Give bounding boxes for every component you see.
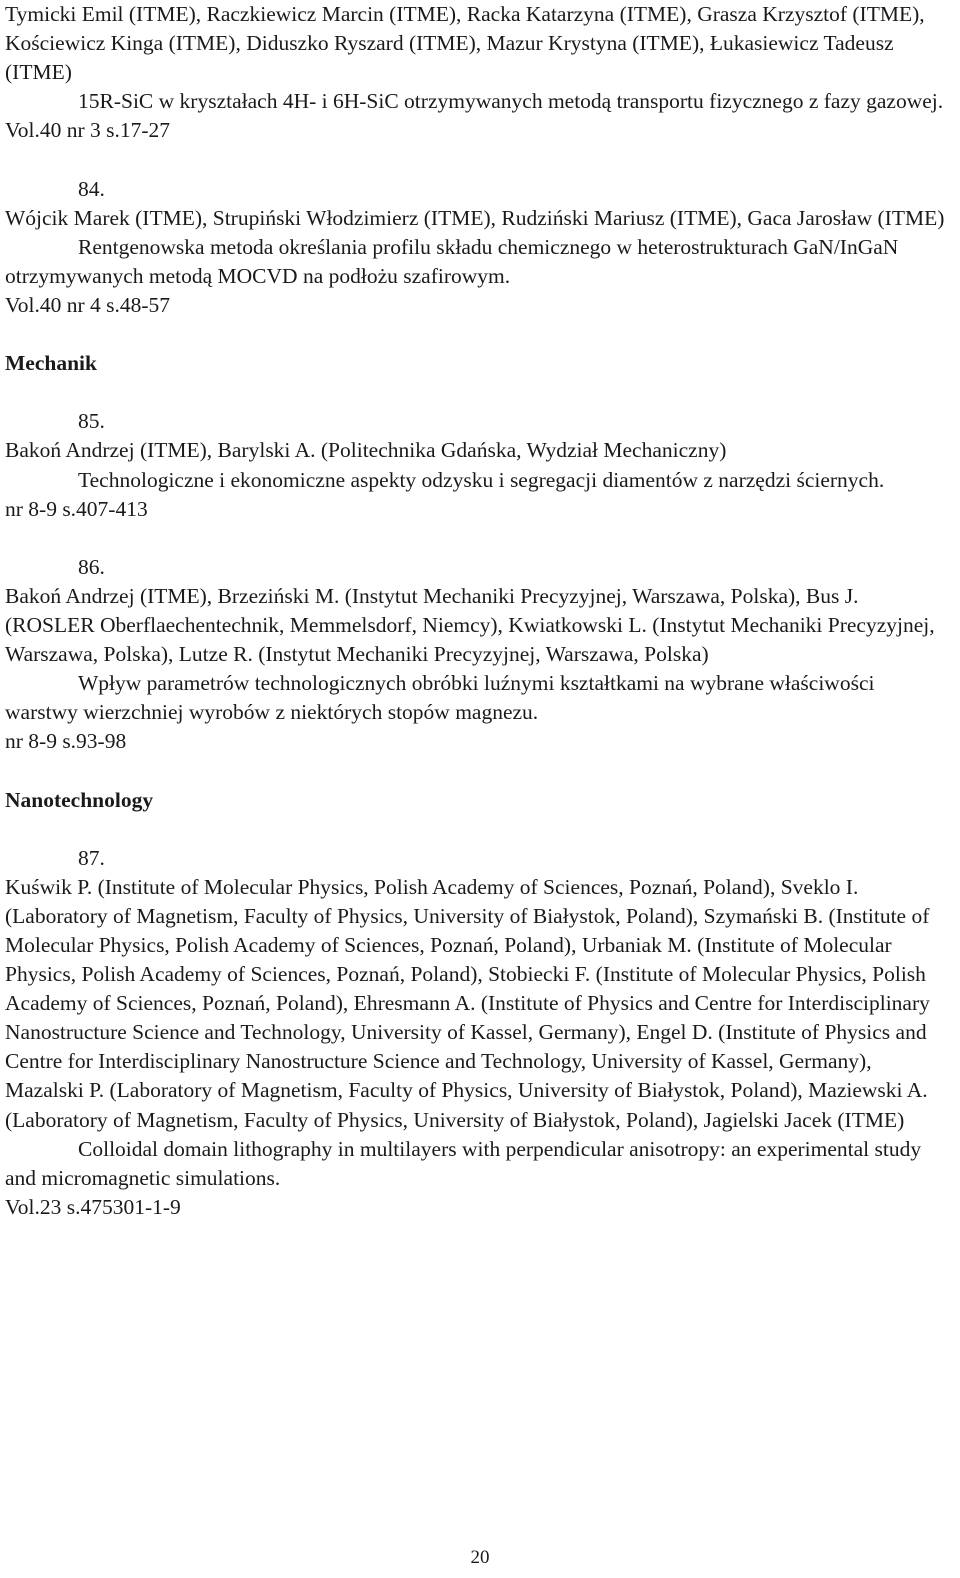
- bibliography-entry: [5, 407, 950, 523]
- entry-title: Wpływ parametrów technologicznych obróbki luźnymi kształtkami na wybrane właściwości warstwy wierzchniej wyrobów z niektórych stopów magnezu.: [5, 671, 875, 725]
- entry-number: 85.: [78, 409, 105, 434]
- section-heading: Nanotechnology: [5, 787, 154, 812]
- entry-title: Technologiczne i ekonomiczne aspekty odzysku i segregacji diamentów z narzędzi ściernych.: [78, 467, 885, 492]
- entry-number: 87.: [78, 845, 105, 870]
- entry-title: Rentgenowska metoda określania profilu składu chemicznego w heterostrukturach GaN/InGaN otrzymywanych metodą MOCVD na podłożu szafirowym.: [5, 234, 899, 288]
- entry-title: Colloidal domain lithography in multilayers with perpendicular anisotropy: an experimental study and micromagnetic simulations.: [5, 1136, 922, 1190]
- entry-authors: Bakoń Andrzej (ITME), Brzeziński M. (Instytut Mechaniki Precyzyjnej, Warszawa, Polska), Bus J. (ROSLER Oberflaechentechnik, Memmelsdorf, Niemcy), Kwiatkowski L. (Instytut Mechaniki Precyzyjnej, Warszawa, Polska), Lutze R. (Instytut Mechaniki Precyzyjnej, Warszawa, Polska): [5, 583, 935, 667]
- section-heading: Mechanik: [5, 351, 97, 376]
- bibliography-entry: [5, 844, 950, 1222]
- entry-authors: Wójcik Marek (ITME), Strupiński Włodzimierz (ITME), Rudziński Mariusz (ITME), Gaca Jarosław (ITME): [5, 205, 945, 230]
- entry-source: nr 8-9 s.407-413: [5, 496, 148, 521]
- entry-source: nr 8-9 s.93-98: [5, 729, 127, 754]
- entry-number: 86.: [78, 554, 105, 579]
- entry-source: Vol.40 nr 3 s.17-27: [5, 118, 171, 143]
- bibliography-entry: [5, 553, 950, 757]
- page-number: 20: [470, 1547, 490, 1568]
- entry-title: 15R-SiC w kryształach 4H- i 6H-SiC otrzymywanych metodą transportu fizycznego z fazy gazowej.: [78, 89, 944, 114]
- entry-number: 84.: [78, 176, 105, 201]
- bibliography-entry: [5, 175, 950, 320]
- document-page: [5, 0, 950, 1222]
- entry-source: Vol.40 nr 4 s.48-57: [5, 292, 171, 317]
- entry-source: Vol.23 s.475301-1-9: [5, 1194, 181, 1219]
- entry-authors: Tymicki Emil (ITME), Raczkiewicz Marcin (ITME), Racka Katarzyna (ITME), Grasza Krzysztof (ITME), Kościewicz Kinga (ITME), Diduszko Ryszard (ITME), Mazur Krystyna (ITME), Łukasiewicz Tadeusz (ITME): [5, 2, 925, 85]
- entry-authors: Kuświk P. (Institute of Molecular Physics, Polish Academy of Sciences, Poznań, Poland), Sveklo I. (Laboratory of Magnetism, Faculty of Physics, University of Białystok, Poland), Szymański B. (Institute of Molecular Physics, Polish Academy of Sciences, Poznań, Poland), Urbaniak M. (Institute of Molecular Physics, Polish Academy of Sciences, Poznań, Poland), Stobiecki F. (Institute of Molecular Physics, Polish Academy of Sciences, Poznań, Poland), Ehresmann A. (Institute of Physics and Centre for Interdisciplinary Nanostructure Science and Technology, University of Kassel, Germany), Engel D. (Institute of Physics and Centre for Interdisciplinary Nanostructure Science and Technology, University of Kassel, Germany), Mazalski P. (Laboratory of Magnetism, Faculty of Physics, University of Białystok, Poland), Maziewski A. (Laboratory of Magnetism, Faculty of Physics, University of Białystok, Poland), Jagielski Jacek (ITME): [5, 874, 930, 1132]
- bibliography-entry: [5, 0, 950, 145]
- entry-authors: Bakoń Andrzej (ITME), Barylski A. (Politechnika Gdańska, Wydział Mechaniczny): [5, 438, 727, 463]
